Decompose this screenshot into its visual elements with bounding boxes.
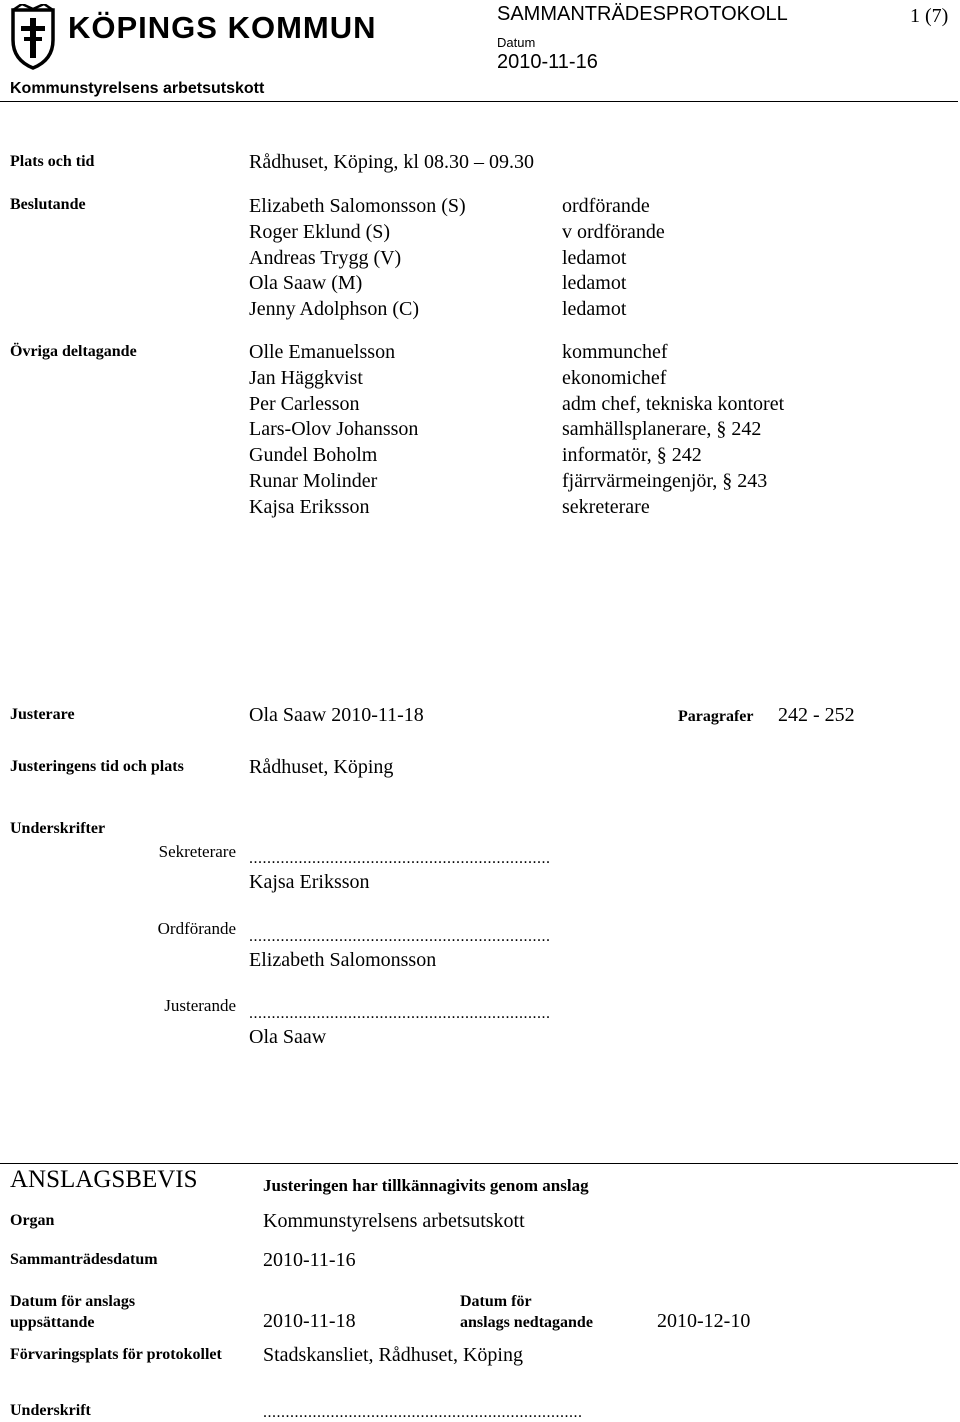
underskrift-label: Underskrift <box>10 1402 91 1419</box>
member-role: ordförande <box>562 195 650 217</box>
member-name: Jenny Adolphson (C) <box>249 298 419 321</box>
member-name: Ola Saaw (M) <box>249 272 363 295</box>
organ-value: Kommunstyrelsens arbetsutskott <box>263 1210 525 1232</box>
participant-role: fjärrvärmeingenjör, § 243 <box>562 469 768 492</box>
plats-och-tid-label: Plats och tid <box>10 153 95 170</box>
member-name: Elizabeth Salomonsson (S) <box>249 195 466 217</box>
ovriga-roles <box>562 340 784 521</box>
signer-name: Elizabeth Salomonsson <box>249 949 437 971</box>
anslagsbevis-subtitle: Justeringen har tillkännagivits genom anslag <box>263 1176 589 1195</box>
justeringens-label: Justeringens tid och plats <box>10 758 184 775</box>
ovriga-names <box>249 340 418 521</box>
member-role: ledamot <box>562 246 627 269</box>
beslutande-label: Beslutande <box>10 196 86 213</box>
underskrift-line: ....................................................................... <box>263 1404 583 1421</box>
participant-name: Runar Molinder <box>249 469 378 492</box>
beslutande-names <box>249 194 466 323</box>
underskrifter-label: Underskrifter <box>10 820 106 837</box>
participant-name: Lars-Olov Johansson <box>249 418 419 441</box>
forvaring-value: Stadskansliet, Rådhuset, Köping <box>263 1344 523 1366</box>
org-name: KÖPINGS KOMMUN <box>68 10 377 45</box>
nedtagande-value: 2010-12-10 <box>657 1310 751 1332</box>
signer-role: Ordförande <box>157 919 236 938</box>
participant-role: adm chef, tekniska kontoret <box>562 392 785 415</box>
uppsattande-label-line: uppsättande <box>10 1314 95 1331</box>
uppsattande-value: 2010-11-18 <box>263 1310 356 1332</box>
signer-role: Justerande <box>164 996 236 1015</box>
member-role: ledamot <box>562 298 627 321</box>
member-role: ledamot <box>562 272 627 295</box>
signer-name: Kajsa Eriksson <box>249 871 370 893</box>
signer-name: Ola Saaw <box>249 1026 327 1048</box>
participant-role: ekonomichef <box>562 366 667 389</box>
justerare-label: Justerare <box>10 706 75 723</box>
organ-label: Organ <box>10 1212 55 1229</box>
paragrafer-value: 242 - 252 <box>778 704 855 726</box>
sammantradesdatum-value: 2010-11-16 <box>263 1249 356 1271</box>
participant-name: Jan Häggkvist <box>249 366 363 389</box>
committee-name: Kommunstyrelsens arbetsutskott <box>10 80 265 97</box>
page-number: 1 (7) <box>910 5 949 27</box>
member-role: v ordförande <box>562 220 665 243</box>
participant-role: informatör, § 242 <box>562 444 702 467</box>
participant-role: sekreterare <box>562 495 650 518</box>
nedtagande-label-line: anslags nedtagande <box>460 1314 593 1331</box>
uppsattande-label <box>10 1291 135 1333</box>
member-name: Roger Eklund (S) <box>249 220 391 243</box>
paragrafer-label: Paragrafer <box>678 708 754 725</box>
member-name: Andreas Trygg (V) <box>249 246 402 269</box>
signer-role: Sekreterare <box>158 842 236 861</box>
coat-of-arms-icon <box>10 4 56 70</box>
date-label: Datum <box>497 35 536 50</box>
justeringens-value: Rådhuset, Köping <box>249 756 394 778</box>
anslagsbevis-divider <box>0 1163 958 1164</box>
date-value: 2010-11-16 <box>497 51 598 73</box>
plats-och-tid-value: Rådhuset, Köping, kl 08.30 – 09.30 <box>249 151 534 173</box>
participant-name: Kajsa Eriksson <box>249 495 370 518</box>
document-type: SAMMANTRÄDESPROTOKOLL <box>497 3 788 25</box>
justerare-value: Ola Saaw 2010-11-18 <box>249 704 424 726</box>
signature-line: ................................................................... <box>249 1005 551 1022</box>
nedtagande-label-line: Datum för <box>460 1293 532 1310</box>
header-divider <box>0 101 958 102</box>
forvaring-label: Förvaringsplats för protokollet <box>10 1346 222 1363</box>
participant-name: Olle Emanuelsson <box>249 341 396 363</box>
beslutande-roles <box>562 194 665 323</box>
nedtagande-label <box>460 1291 593 1333</box>
sammantradesdatum-label: Sammanträdesdatum <box>10 1251 158 1268</box>
signature-line: ................................................................... <box>249 850 551 867</box>
signature-line: ................................................................... <box>249 928 551 945</box>
participant-role: samhällsplanerare, § 242 <box>562 418 762 441</box>
participant-name: Per Carlesson <box>249 392 360 415</box>
anslagsbevis-title: ANSLAGSBEVIS <box>10 1166 198 1193</box>
participant-role: kommunchef <box>562 341 668 363</box>
uppsattande-label-line: Datum för anslags <box>10 1293 136 1310</box>
participant-name: Gundel Boholm <box>249 444 378 467</box>
ovriga-label: Övriga deltagande <box>10 343 137 360</box>
